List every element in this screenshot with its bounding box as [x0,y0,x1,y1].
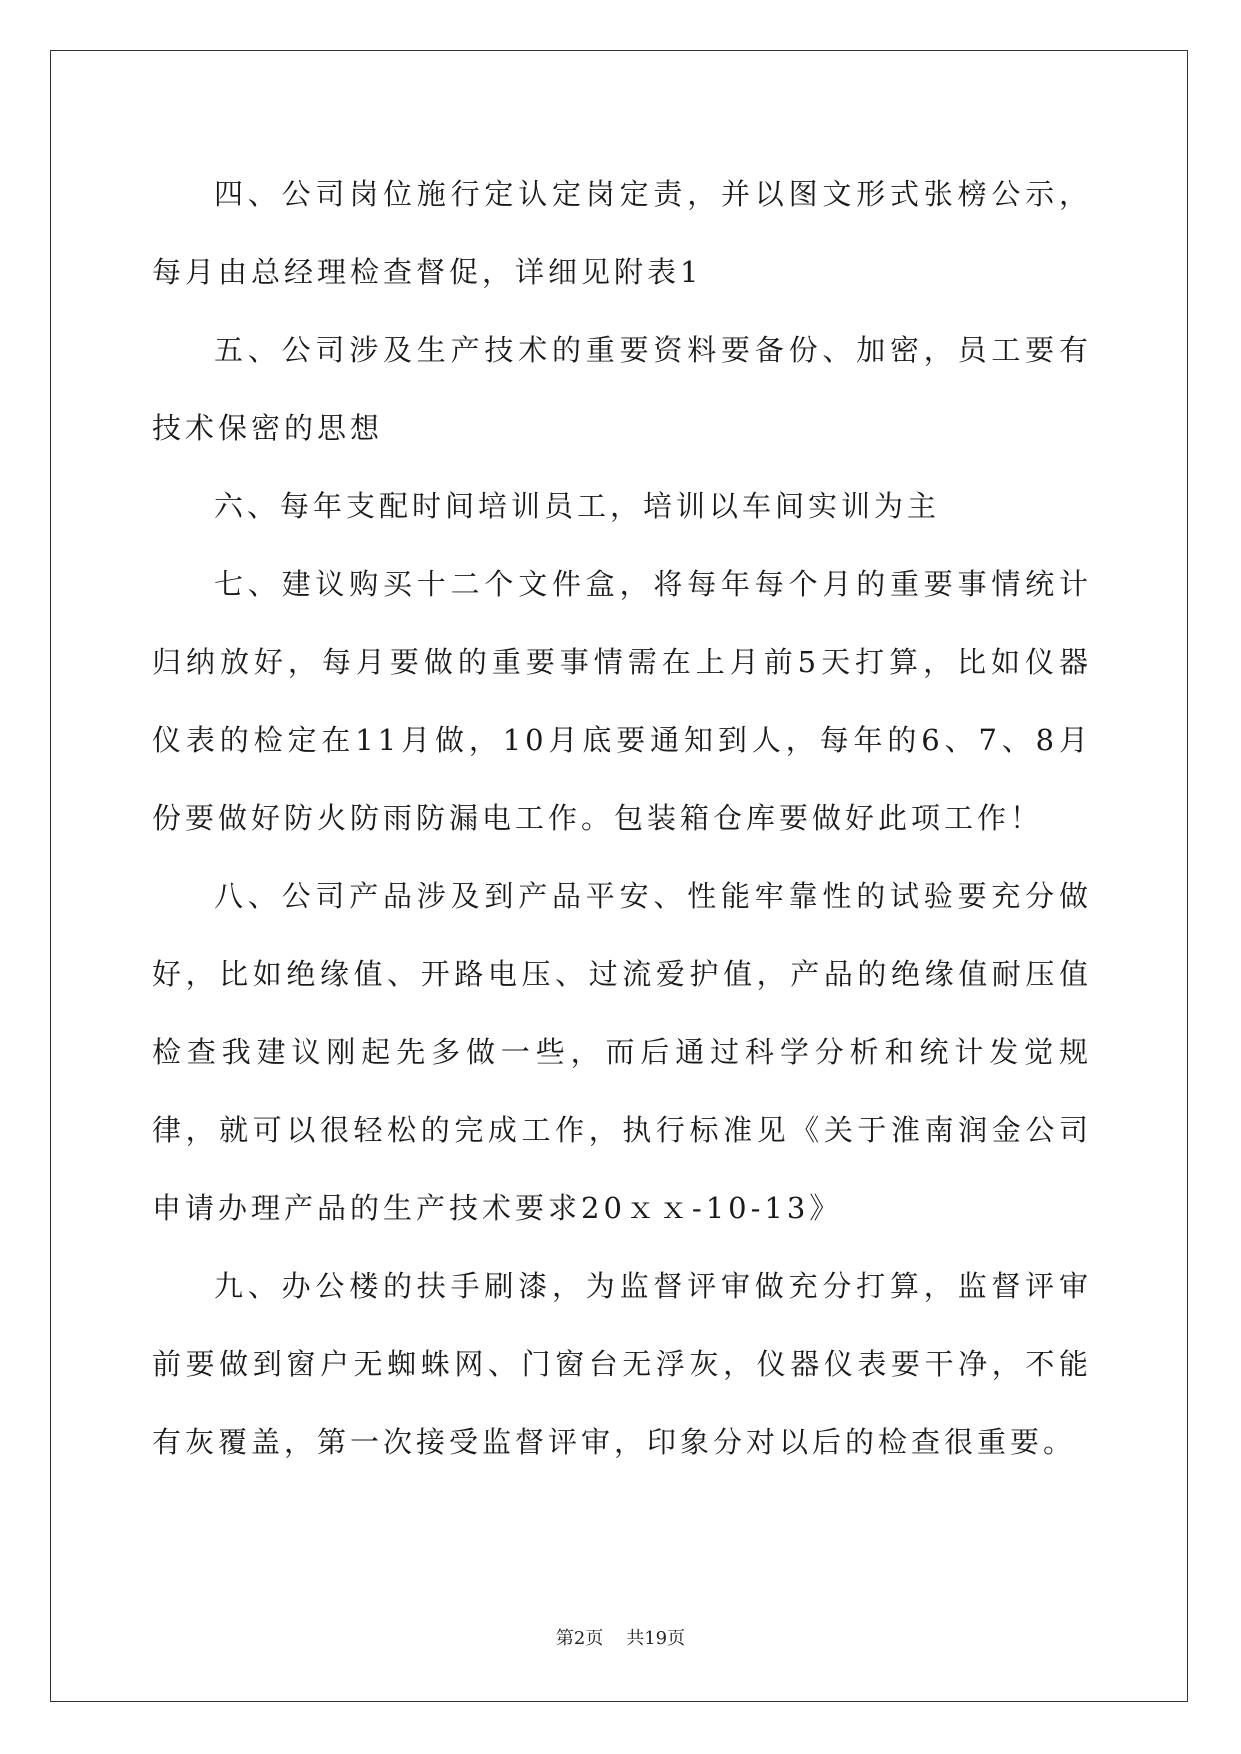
document-body [152,155,1092,1481]
paragraph-6: 六、每年支配时间培训员工，培训以车间实训为主 [214,489,941,523]
paragraph-8: 八、公司产品涉及到产品平安、性能牢靠性的试验要充分做好，比如绝缘值、开路电压、过流爱护值，产品的绝缘值耐压值检查我建议刚起先多做一些，而后通过科学分析和统计发觉规律，就可以很轻松的完成工作，执行标准见《关于淮南润金公司申请办理产品的生产技术要求20ｘｘ-10-13》 [152,879,1092,1225]
paragraph-4: 四、公司岗位施行定认定岗定责，并以图文形式张榜公示，每月由总经理检查督促，详细见附表1 [152,177,1092,289]
paragraph-5: 五、公司涉及生产技术的重要资料要备份、加密，员工要有技术保密的思想 [152,333,1092,445]
paragraph-7: 七、建议购买十二个文件盒，将每年每个月的重要事情统计归纳放好，每月要做的重要事情需在上月前5天打算，比如仪器仪表的检定在11月做，10月底要通知到人，每年的6、7、8月份要做好防火防雨防漏电工作。包装箱仓库要做好此项工作！ [152,567,1092,835]
paragraph-9: 九、办公楼的扶手刷漆，为监督评审做充分打算，监督评审前要做到窗户无蜘蛛网、门窗台无浮灰，仪器仪表要干净，不能有灰覆盖，第一次接受监督评审，印象分对以后的检查很重要。 [152,1269,1092,1459]
page-footer [0,1624,1241,1650]
page-number: 第2页 [555,1628,604,1649]
page-total: 共19页 [626,1628,686,1649]
